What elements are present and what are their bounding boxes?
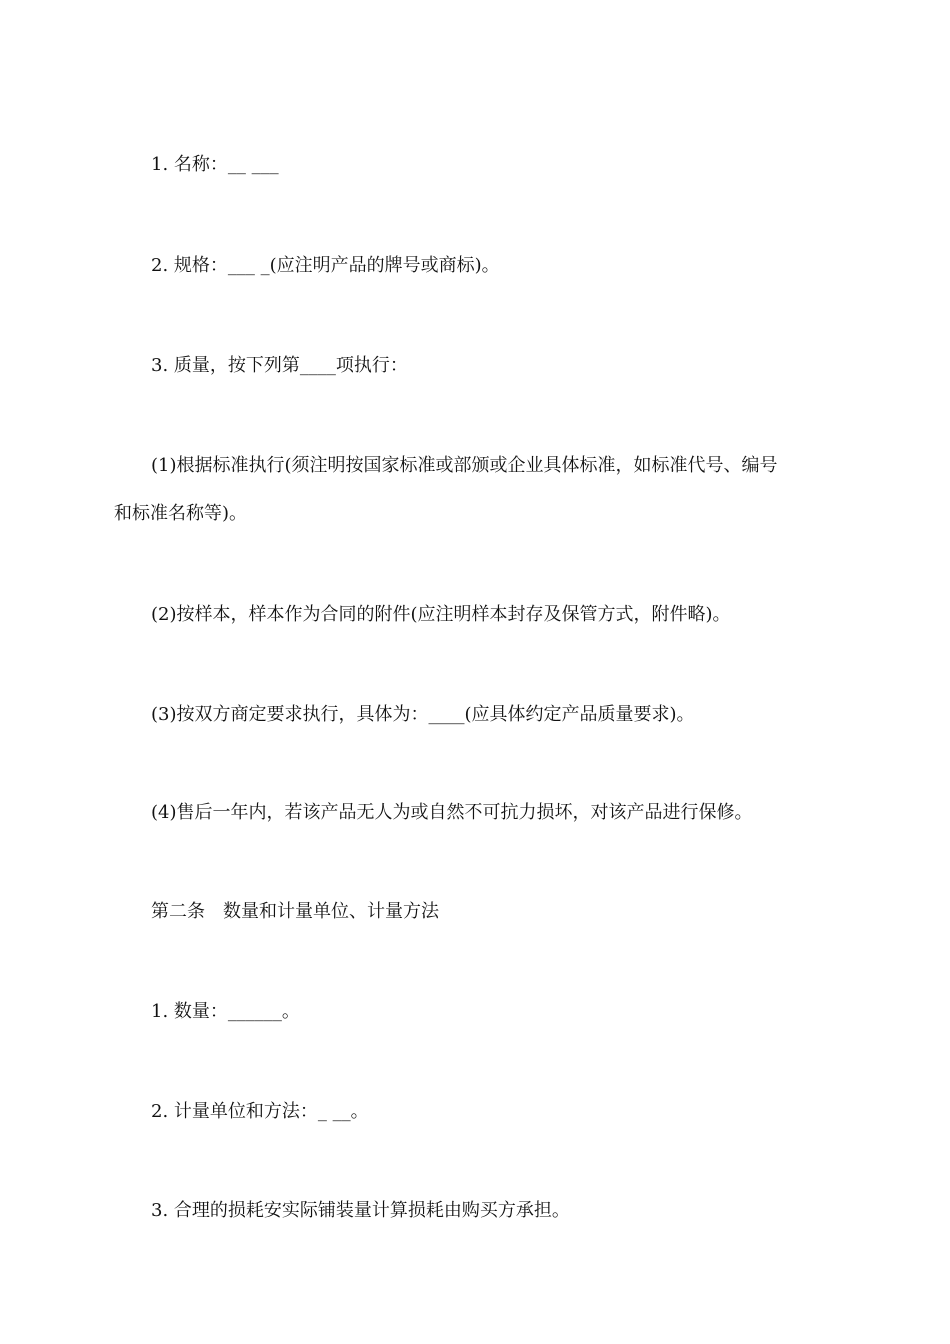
unit-method-line: 2. 计量单位和方法：_ __。 [151, 1101, 369, 1122]
quality-option-4-line: (4)售后一年内，若该产品无人为或自然不可抗力损坏，对该产品进行保修。 [151, 802, 753, 823]
item-name-line: 1. 名称：__ ___ [151, 154, 279, 175]
quality-option-3-line: (3)按双方商定要求执行，具体为：____(应具体约定产品质量要求)。 [151, 704, 695, 725]
loss-line: 3. 合理的损耗安实际铺装量计算损耗由购买方承担。 [151, 1200, 570, 1221]
item-spec-line: 2. 规格：___ _(应注明产品的牌号或商标)。 [151, 255, 500, 276]
quality-option-1-line: (1)根据标准执行(须注明按国家标准或部颁或企业具体标准，如标准代号、编号 [151, 455, 778, 476]
item-quality-line: 3. 质量，按下列第____项执行： [151, 355, 408, 376]
article-two-heading: 第二条 数量和计量单位、计量方法 [151, 901, 439, 922]
quality-option-2-line: (2)按样本，样本作为合同的附件(应注明样本封存及保管方式，附件略)。 [151, 604, 731, 625]
quality-option-1-continuation: 和标准名称等)。 [114, 503, 248, 524]
quantity-line: 1. 数量：______。 [151, 1001, 300, 1022]
